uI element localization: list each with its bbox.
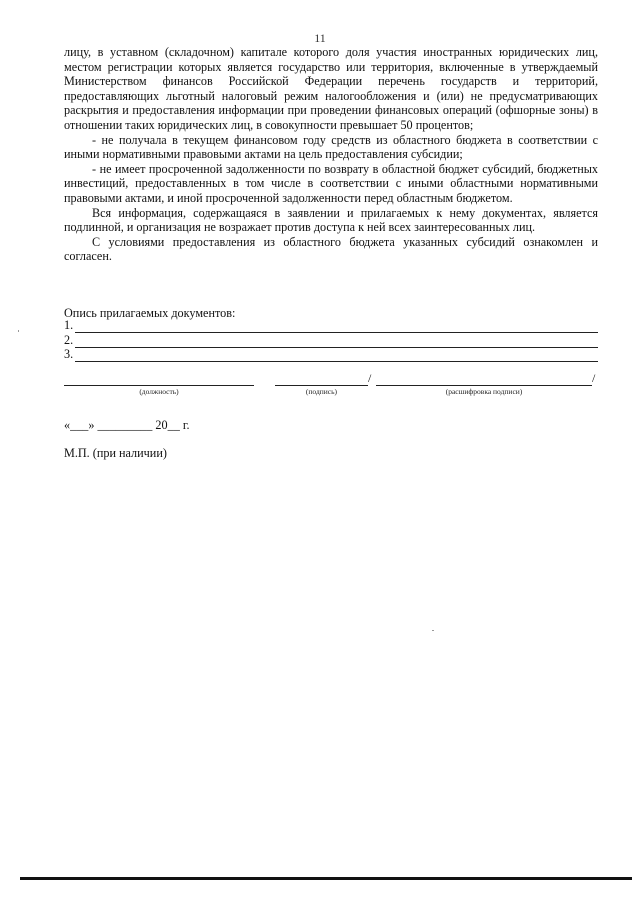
seal-text: М.П. (при наличии) bbox=[64, 446, 167, 460]
date-line: «___» _________ 20__ г. bbox=[64, 418, 190, 432]
paragraph-offshore-clause: лицу, в уставном (складочном) капитале которого доля участия иностранных юридических лиц, местом регистрации которых является государство или территория, включенные в утверждаемый Министерством финансов Российской Федерации перечень государств и территорий, предоставляющих льготный налоговый режим налогообложения и (или) не предусматривающих раскрытия и предоставления информации при проведении финансовых операций (офшорные зоны) в отношении таких юридических лиц, в совокупности превышает 50 процентов; bbox=[64, 45, 598, 132]
attachment-number: 2. bbox=[64, 333, 74, 347]
attachment-blank bbox=[75, 350, 598, 362]
position-blank bbox=[64, 385, 254, 386]
signature-decoding-caption: (расшифровка подписи) bbox=[445, 387, 523, 396]
scan-speck bbox=[18, 330, 19, 332]
page-number: 11 bbox=[314, 31, 326, 45]
signature-blank bbox=[275, 385, 368, 386]
paragraph-no-overdue-debt: - не имеет просроченной задолженности по возврату в областной бюджет субсидий, бюджетных инвестиций, предоставленных в том числе в соответствии с иными областными нормативными правовыми актами, и иной просроченной задолженности перед областным бюджетом. bbox=[64, 161, 598, 205]
paragraph-conditions-agreed: С условиями предоставления из областного бюджета указанных субсидий ознакомлен и согласен. bbox=[64, 234, 598, 264]
attachment-number: 3. bbox=[64, 347, 74, 361]
attachment-line-3 bbox=[64, 347, 598, 362]
attachment-line-1 bbox=[64, 318, 598, 333]
position-caption: (должность) bbox=[139, 387, 179, 396]
paragraph-information-authentic: Вся информация, содержащаяся в заявлении и прилагаемых к нему документах, является подлинной, и организация не возражает против доступа к ней всех заинтересованных лиц. bbox=[64, 205, 598, 235]
paragraph-no-other-funds: - не получала в текущем финансовом году средств из областного бюджета в соответствии с иными нормативными правовыми актами на цель предоставления субсидии; bbox=[64, 132, 598, 162]
scan-speck bbox=[432, 630, 434, 631]
signature-separator: / bbox=[368, 371, 372, 385]
scan-bottom-edge bbox=[20, 877, 632, 880]
attachments-title: Опись прилагаемых документов: bbox=[64, 306, 236, 320]
signature-caption: (подпись) bbox=[305, 387, 338, 396]
signature-end-separator: / bbox=[592, 371, 596, 385]
signature-decoding-blank bbox=[376, 385, 592, 386]
attachment-line-2 bbox=[64, 333, 598, 348]
declaration-body bbox=[64, 45, 598, 264]
attachment-number: 1. bbox=[64, 318, 74, 332]
attachment-blank bbox=[75, 321, 598, 333]
